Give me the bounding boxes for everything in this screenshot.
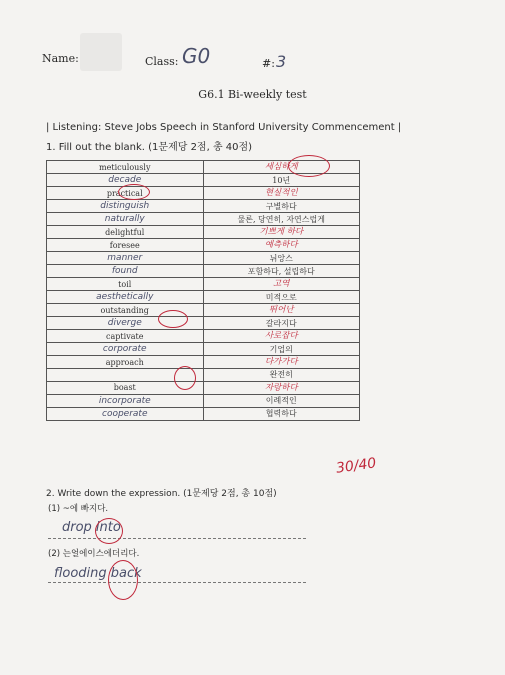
english-word: cooperate	[102, 408, 148, 419]
english-word: boast	[113, 383, 136, 393]
english-word: corporate	[102, 344, 147, 354]
english-word: decade	[108, 175, 142, 185]
korean-meaning: 물론, 당연히, 자연스럽게	[237, 214, 325, 224]
table-row	[47, 252, 360, 265]
korean-meaning: 기업의	[269, 344, 293, 354]
korean-cell	[203, 161, 360, 174]
english-cell	[47, 330, 204, 343]
table-row	[47, 213, 360, 226]
table-row	[47, 369, 360, 382]
korean-cell	[203, 381, 360, 394]
table-row	[47, 317, 360, 330]
english-cell	[47, 200, 204, 213]
english-word: practical	[106, 188, 143, 198]
part1-heading: 1. Fill out the blank. (1문제당 2점, 총 40점)	[46, 142, 253, 153]
korean-meaning: 기쁘게 하다	[259, 227, 304, 237]
name-label: Name:	[42, 52, 79, 65]
korean-meaning: 현실적인	[264, 188, 298, 198]
english-word: foresee	[109, 240, 140, 250]
english-word: toil	[118, 279, 132, 289]
english-word: naturally	[104, 214, 145, 224]
table-row	[47, 278, 360, 291]
korean-meaning: 예측하다	[264, 240, 298, 250]
english-cell	[47, 226, 204, 239]
table-row	[47, 394, 360, 407]
korean-meaning: 사로잡다	[264, 331, 298, 341]
korean-meaning: 10년	[272, 175, 291, 185]
korean-meaning: 완전히	[269, 370, 293, 380]
table-row	[47, 226, 360, 239]
english-word: meticulously	[99, 162, 151, 172]
class-value: G0	[182, 44, 211, 68]
korean-cell	[203, 174, 360, 187]
english-word: aesthetically	[96, 292, 154, 302]
q1-answer-line	[48, 538, 306, 539]
correction-circle	[158, 310, 188, 328]
english-cell	[47, 394, 204, 407]
correction-circle	[118, 184, 150, 200]
table-row	[47, 330, 360, 343]
korean-meaning: 뛰어난	[268, 305, 294, 315]
korean-cell	[203, 291, 360, 304]
korean-meaning: 이례적인	[265, 396, 297, 406]
english-word: approach	[105, 357, 144, 367]
correction-circle	[288, 155, 330, 177]
q1-answer: drop into	[62, 520, 121, 535]
table-row	[47, 381, 360, 394]
korean-cell	[203, 278, 360, 291]
english-word: captivate	[106, 331, 144, 341]
english-cell	[47, 407, 204, 420]
korean-meaning: 세심하게	[264, 162, 298, 172]
korean-meaning: 협력하다	[265, 409, 297, 419]
section-listening: | Listening: Steve Jobs Speech in Stanford University Commencement |	[46, 122, 402, 133]
english-cell	[47, 265, 204, 278]
table-row	[47, 200, 360, 213]
english-cell	[47, 239, 204, 252]
korean-meaning: 구별하다	[265, 201, 297, 211]
english-cell	[47, 278, 204, 291]
table-row	[47, 343, 360, 356]
correction-circle	[174, 366, 196, 390]
part2-heading: 2. Write down the expression. (1문제당 2점, 총 10점)	[46, 489, 277, 499]
korean-meaning: 포함하다, 설립하다	[247, 266, 315, 276]
score-mark: 30/40	[335, 455, 378, 477]
korean-cell	[203, 330, 360, 343]
korean-cell	[203, 407, 360, 420]
korean-cell	[203, 200, 360, 213]
class-label: Class:	[145, 55, 179, 68]
english-word: delightful	[105, 227, 145, 237]
korean-cell	[203, 265, 360, 278]
table-row	[47, 407, 360, 420]
q2-answer: flooding back	[54, 566, 142, 581]
number-label: #:	[262, 57, 275, 70]
english-word: distinguish	[100, 201, 150, 211]
korean-cell	[203, 252, 360, 265]
number-value: 3	[276, 52, 287, 71]
correction-circle	[95, 518, 123, 544]
korean-cell	[203, 369, 360, 382]
korean-meaning: 갈라지다	[265, 318, 297, 328]
korean-meaning: 자랑하다	[264, 382, 298, 393]
korean-cell	[203, 317, 360, 330]
english-word: manner	[107, 253, 143, 263]
q2-label: (2) 는얼에이스에더리다.	[48, 549, 140, 559]
english-word: incorporate	[98, 395, 151, 406]
korean-cell	[203, 239, 360, 252]
english-cell	[47, 291, 204, 304]
table-row	[47, 239, 360, 252]
q2-answer-line	[48, 582, 306, 583]
korean-cell	[203, 394, 360, 407]
english-cell	[47, 161, 204, 174]
redacted-name	[80, 33, 122, 71]
korean-meaning: 미적으로	[265, 292, 297, 302]
korean-meaning: 다가가다	[264, 357, 298, 367]
english-word: outstanding	[100, 305, 149, 315]
table-row	[47, 291, 360, 304]
english-cell	[47, 213, 204, 226]
korean-cell	[203, 226, 360, 239]
korean-meaning: 고역	[273, 279, 290, 289]
correction-circle	[108, 560, 138, 600]
q1-label: (1) ~에 빠지다.	[48, 504, 109, 514]
korean-cell	[203, 304, 360, 317]
english-word: found	[111, 266, 138, 276]
korean-cell	[203, 187, 360, 200]
korean-meaning: 뉘앙스	[269, 253, 293, 263]
english-cell	[47, 343, 204, 356]
korean-cell	[203, 356, 360, 369]
vocab-table	[46, 160, 360, 421]
english-cell	[47, 252, 204, 265]
table-row	[47, 356, 360, 369]
korean-cell	[203, 343, 360, 356]
korean-cell	[203, 213, 360, 226]
table-row	[47, 187, 360, 200]
english-word: diverge	[107, 318, 142, 328]
test-title: G6.1 Bi-weekly test	[198, 88, 307, 101]
table-row	[47, 304, 360, 317]
table-row	[47, 265, 360, 278]
